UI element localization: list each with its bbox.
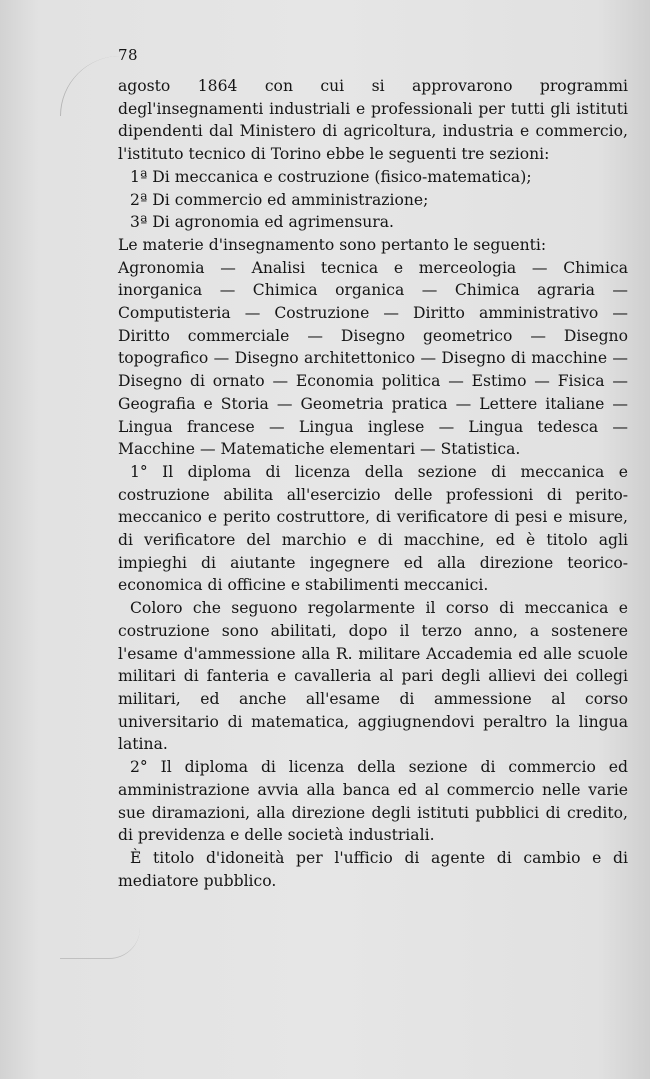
paragraph-subjects-intro: Le materie d'insegnamento sono pertanto le seguenti:	[118, 235, 547, 254]
section-item-3: 3ª Di agronomia ed agrimensura.	[130, 213, 395, 232]
page-number: 78	[118, 46, 139, 64]
paragraph-mechanics-course: Coloro che seguono regolarmente il corso di meccanica e costruzione sono abilitati, dopo il terzo anno, a sostenere l'esame d'ammessione alla R. militare Accademia ed alle scuole militari di fanteria e cavalleria al pari degli allievi dei collegi militari, ed anche all'esame di ammessione al corso universitario di matematica, aggiugnendovi peraltro la lingua latina.	[118, 599, 628, 754]
body-text	[118, 75, 628, 892]
section-item-2: 2ª Di commercio ed amministrazione;	[130, 190, 429, 209]
paragraph-diploma-2: 2° Il diploma di licenza della sezione di commercio ed amministrazione avvia alla banca ed al commercio nelle varie sue diramazioni, alla direzione degli istituti pubblici di credito, di previdenza e delle società industriali.	[118, 758, 628, 845]
page-edge-mark	[60, 56, 121, 116]
section-item-1: 1ª Di meccanica e costruzione (fisico-matematica);	[130, 167, 532, 186]
paragraph-intro: agosto 1864 con cui si approvarono programmi degl'insegnamenti industriali e professionali per tutti gli istituti dipendenti dal Ministero di agricoltura, industria e commercio, l'istituto tecnico di Torino ebbe le seguenti tre sezioni:	[118, 77, 628, 164]
paragraph-subjects-list: Agronomia — Analisi tecnica e merceologia — Chimica inorganica — Chimica organica — Chimica agraria — Computisteria — Costruzione — Diritto amministrativo — Diritto commerciale — Disegno geometrico — Disegno topografico — Disegno architettonico — Disegno di macchine — Disegno di ornato — Economia politica — Estimo — Fisica — Geografia e Storia — Geometria pratica — Lettere italiane — Lingua francese — Lingua inglese — Lingua tedesca — Macchine — Matematiche elementari — Statistica.	[118, 258, 628, 459]
paragraph-diploma-1: 1° Il diploma di licenza della sezione di meccanica e costruzione abilita all'esercizio delle professioni di perito-meccanico e perito costruttore, di verificatore di pesi e misure, di verificatore del marchio e di macchine, ed è titolo agli impieghi di aiutante ingegnere ed alla direzione teorico-economica di officine e stabilimenti meccanici.	[118, 462, 628, 595]
page-edge-curve	[60, 928, 140, 959]
paragraph-title-suitability: È titolo d'idoneità per l'ufficio di agente di cambio e di mediatore pubblico.	[118, 848, 628, 890]
